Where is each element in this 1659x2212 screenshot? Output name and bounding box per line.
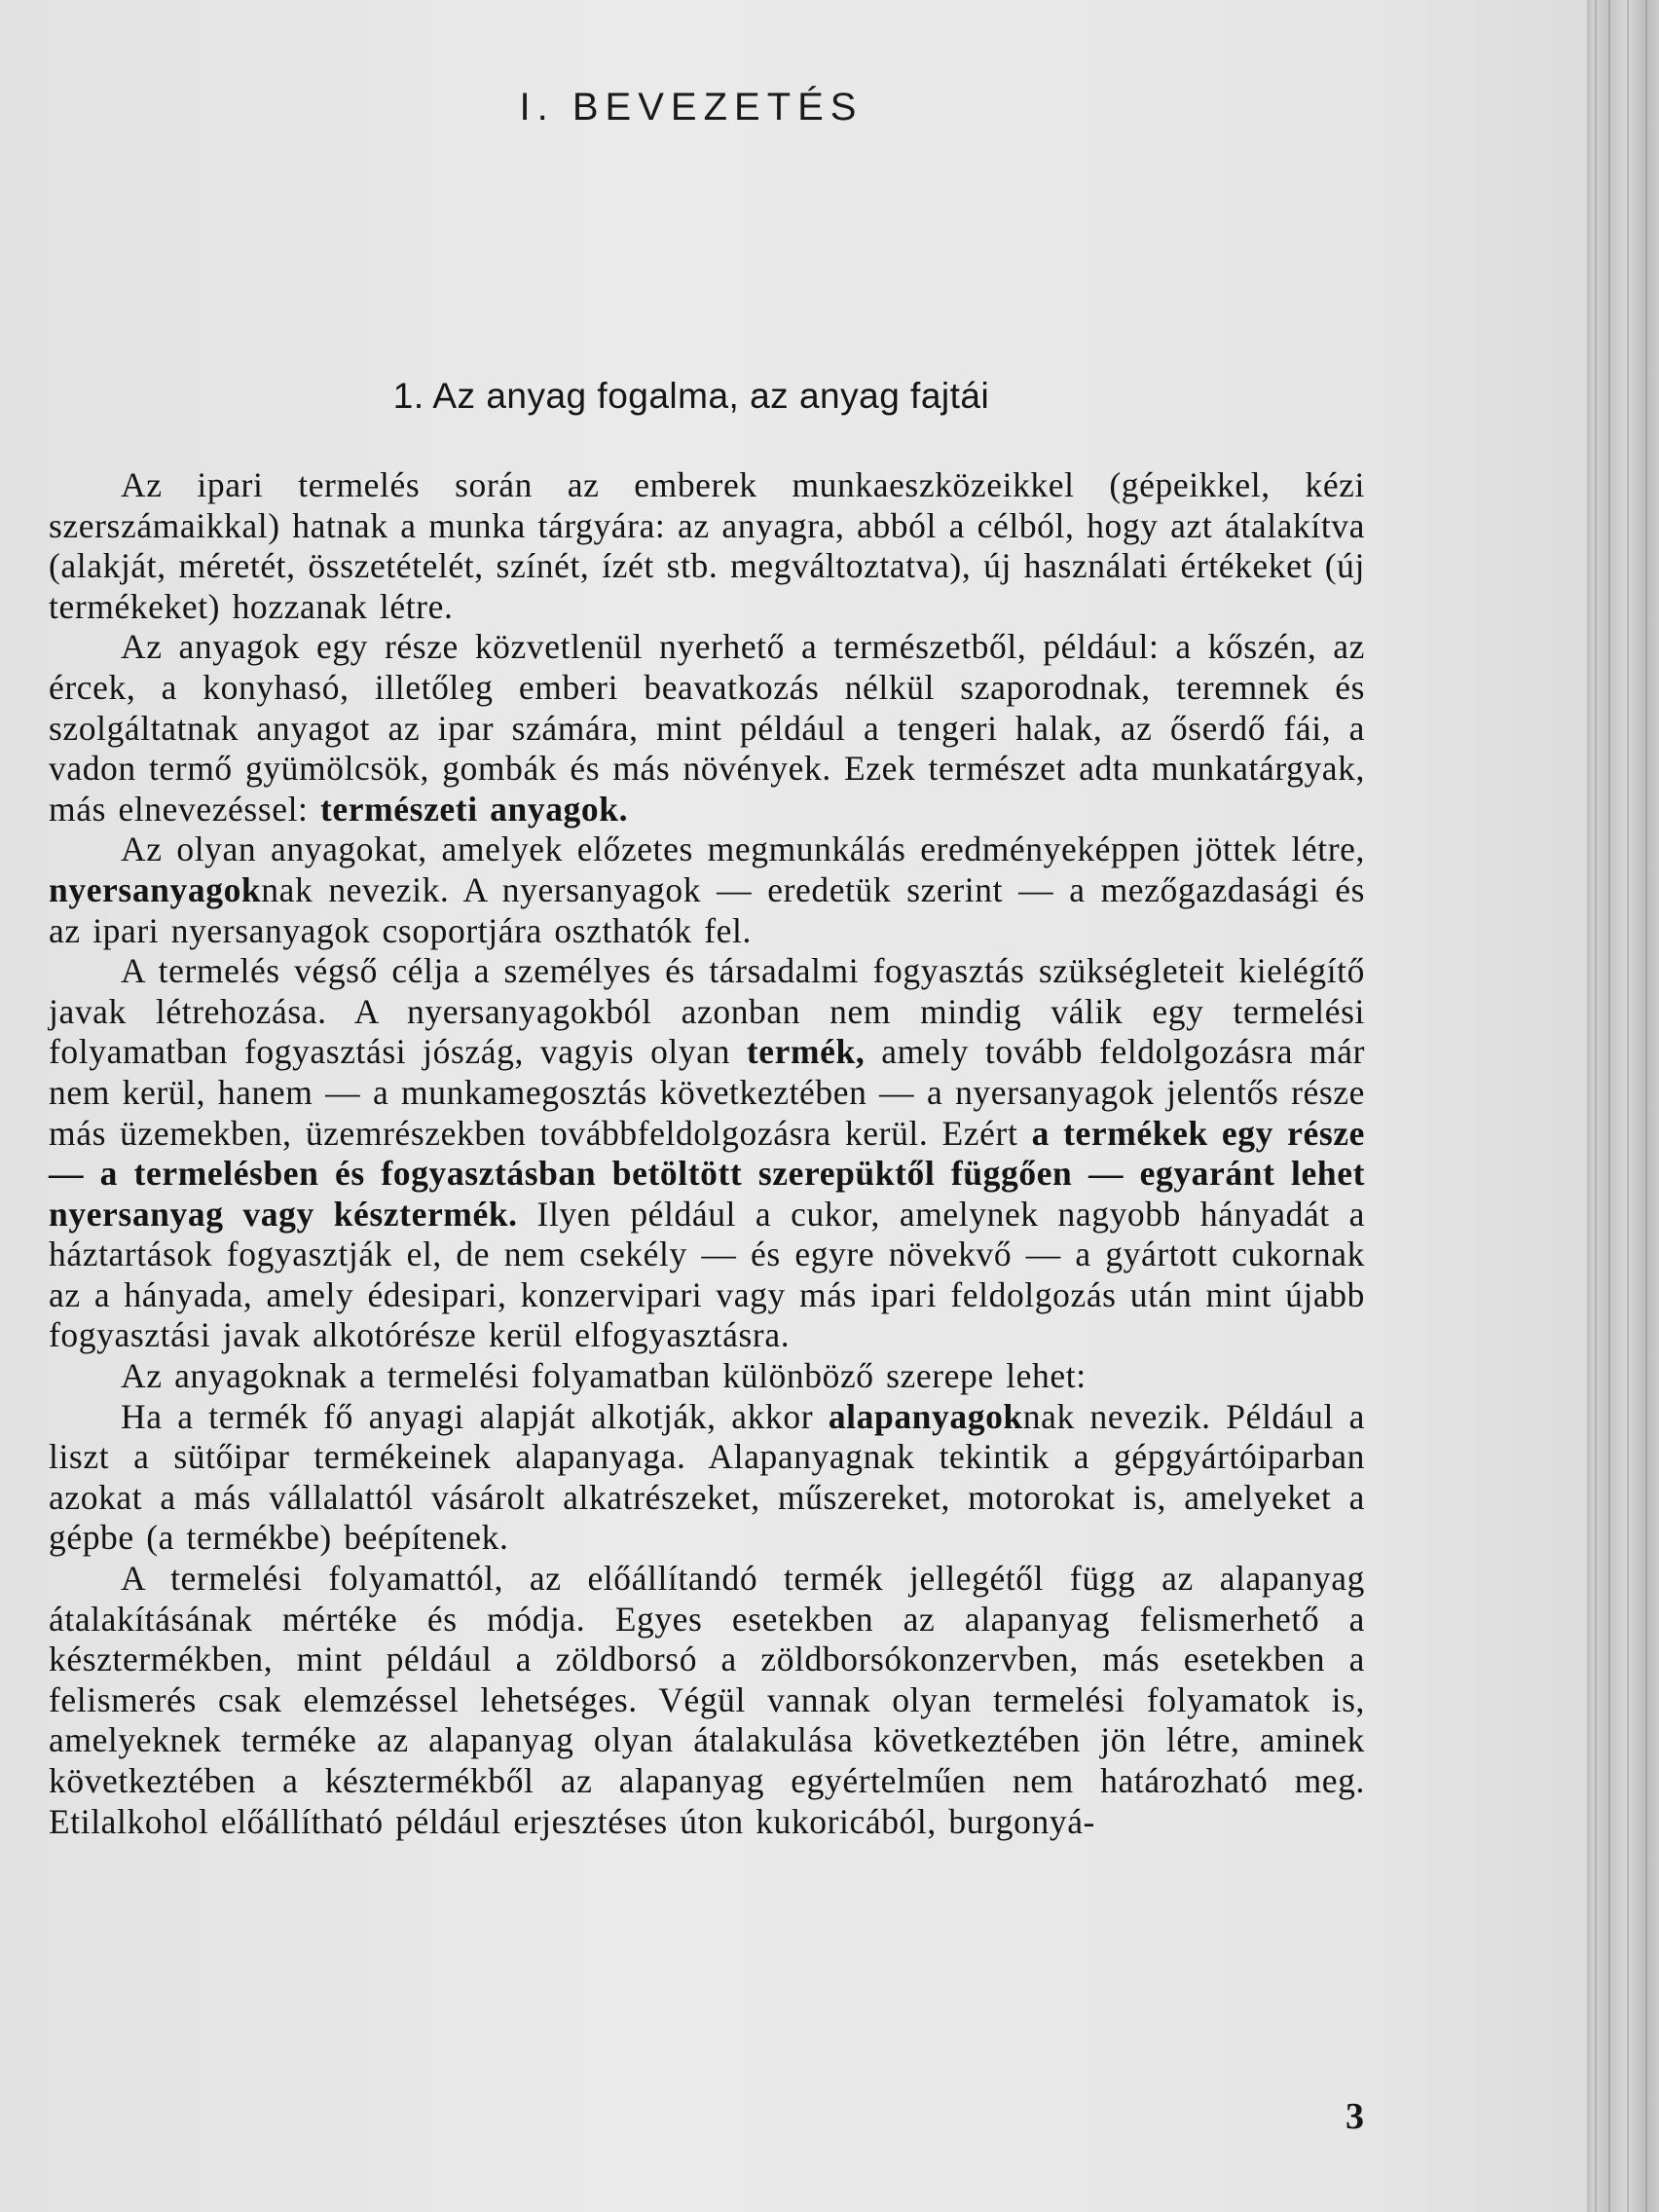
text-run: nak nevezik. A nyersanyagok — eredetük szerint — a mezőgazdasági és az ipari nyersanyagok csoportjára oszthatók fel. (49, 869, 1365, 950)
edge-streak (1595, 0, 1597, 2212)
body-text (49, 465, 1365, 1842)
paragraph (49, 627, 1365, 830)
bold-term: alapanyagok (828, 1396, 1023, 1436)
text-run: Az anyagoknak a termelési folyamatban különböző szerepe lehet: (121, 1356, 1087, 1396)
text-run: nak nevezik. Például a liszt a sütőipar termékeinek alapanyaga. Alapanyagnak tekintik a gépgyártóiparban azokat a más vállalattól vásárolt alkatrészeket, műszereket, motorokat is, amelyeket a gépbe (a termékbe) beépítenek. (49, 1396, 1365, 1558)
paragraph (49, 465, 1365, 627)
paragraph (49, 1397, 1365, 1559)
edge-streak (1645, 0, 1647, 2212)
bold-term: a termékek egy része — a termelésben és fogyasztásban betöltött szerepüktől függően — egyaránt lehet nyersanyag vagy késztermék. (49, 1113, 1365, 1234)
bold-term: természeti anyagok. (320, 789, 629, 829)
bold-term: nyersanyagok (49, 869, 262, 909)
text-run: amely tovább feldolgozásra már nem kerül, hanem — a munkamegosztás következtében — a nyersanyagok jelentős része más üzemekben, üzemrészekben továbbfeldolgozásra kerül. Ezért (49, 1032, 1365, 1153)
paragraph (49, 1559, 1365, 1842)
edge-streak (1627, 0, 1629, 2212)
paragraph (49, 1356, 1365, 1397)
text-run: Az ipari termelés során az emberek munkaeszközeikkel (gépeikkel, kézi szerszámaikkal) hatnak a munka tárgyára: az anyagra, abból a célból, hogy azt átalakítva (alakját, méretét, összetételét, színét, ízét stb. megváltoztatva), új használati értékeket (új termékeket) hozzanak létre. (49, 465, 1365, 626)
text-run: Az anyagok egy része közvetlenül nyerhető a természetből, például: a kőszén, az ércek, a konyhasó, illetőleg emberi beavatkozás nélkül szaporodnak, teremnek és szolgáltatnak anyagot az ipar számára, mint például a tengeri halak, az őserdő fái, a vadon termő gyümölcsök, gombák és más növények. Ezek természet adta munkatárgyak, más elnevezéssel: (49, 627, 1365, 829)
text-run: A termelés végső célja a személyes és társadalmi fogyasztás szükségleteit kielégítő javak létrehozása. A nyersanyagokból azonban nem mindig válik egy termelési folyamatban fogyasztási jószág, vagyis olyan (49, 951, 1365, 1072)
chapter-title: I. BEVEZETÉS (519, 86, 864, 129)
text-run: Ilyen például a cukor, amelynek nagyobb hányadát a háztartások fogyasztják el, de nem csekély — és egyre növekvő — a gyártott cukornak az a hányada, amely édesipari, konzervipari vagy más ipari feldolgozás után mint újabb fogyasztási javak alkotórésze kerül elfogyasztásra. (49, 1194, 1365, 1355)
text-run: A termelési folyamattól, az előállítandó termék jellegétől függ az alapanyag átalakításának mértéke és módja. Egyes esetekben az alapanyag felismerhető a késztermékben, mint például a zöldborsó a zöldborsókonzervben, más esetekben a felismerés csak elemzéssel lehetséges. Végül vannak olyan termelési folyamatok is, amelyeknek terméke az alapanyag olyan átalakulása következtében jön létre, aminek következtében a késztermékből az alapanyag egyértelműen nem határozható meg. Etilalkohol előállítható például erjesztéses úton kukoricából, burgonyá- (49, 1559, 1365, 1841)
text-run: Az olyan anyagokat, amelyek előzetes megmunkálás eredményeképpen jöttek létre, (121, 830, 1365, 869)
text-run: Ha a termék fő anyagi alapját alkotják, akkor (121, 1396, 829, 1436)
section-title: 1. Az anyag fogalma, az anyag fajtái (392, 376, 990, 416)
paragraph (49, 951, 1365, 1356)
page-number: 3 (1346, 2096, 1364, 2137)
page-edge-shadow (1587, 0, 1659, 2212)
edge-streak (1608, 0, 1610, 2212)
paragraph (49, 830, 1365, 951)
bold-term: termék, (746, 1032, 866, 1072)
